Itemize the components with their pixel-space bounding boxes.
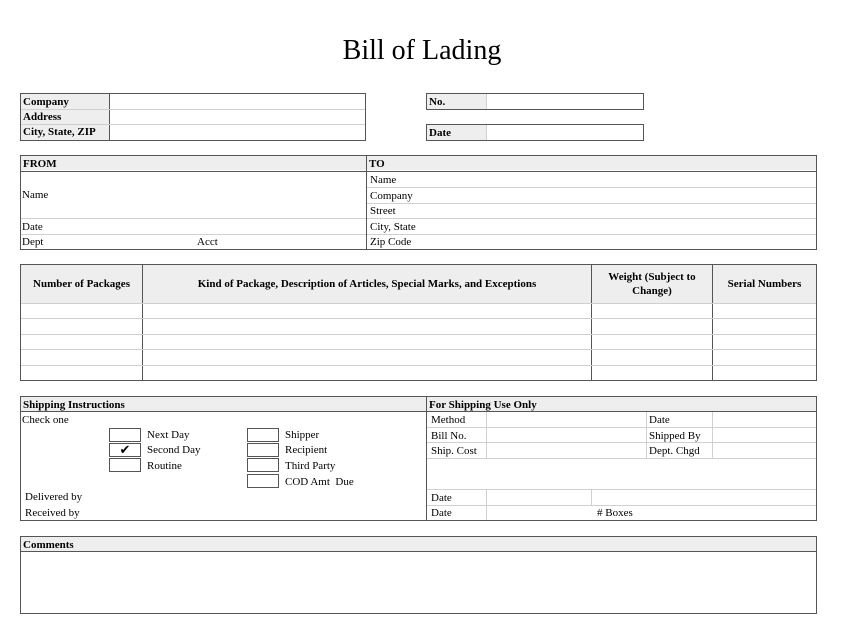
bill-no-label: Bill No. [431, 430, 467, 442]
address-field[interactable] [110, 110, 365, 124]
city-state-zip-label: City, State, ZIP [23, 126, 96, 138]
bill-no-field[interactable] [487, 428, 646, 442]
address-label: Address [23, 111, 62, 123]
page-title: Bill of Lading [342, 35, 502, 66]
delivered-date-field[interactable] [487, 490, 591, 505]
shipping-date-label: Date [649, 414, 670, 426]
next-day-label: Next Day [147, 429, 190, 441]
second-day-label: Second Day [147, 444, 201, 456]
to-zip-label: Zip Code [370, 236, 412, 248]
col-serial-header: Serial Numbers [727, 278, 802, 290]
dept-chgd-field[interactable] [713, 443, 816, 458]
col-weight-header: Weight (Subject to Change) [608, 271, 696, 297]
to-company-label: Company [370, 190, 413, 202]
routine-checkbox[interactable] [109, 458, 141, 472]
comments-field[interactable] [21, 552, 816, 613]
date-label: Date [429, 127, 451, 139]
cod-checkbox[interactable] [247, 474, 279, 488]
to-street-label: Street [370, 205, 396, 217]
method-field[interactable] [487, 413, 646, 427]
cod-label: COD Amt Due [285, 476, 354, 488]
shipping-use-heading: For Shipping Use Only [429, 399, 537, 411]
shipped-by-field[interactable] [713, 428, 816, 442]
to-city-state-label: City, State [370, 221, 416, 233]
boxes-label: # Boxes [597, 507, 633, 519]
routine-label: Routine [147, 460, 182, 472]
received-date-field[interactable] [487, 506, 591, 520]
second-day-checkbox[interactable] [109, 443, 141, 457]
check-one-label: Check one [22, 414, 69, 426]
from-acct-label: Acct [197, 236, 218, 248]
date-field[interactable] [487, 125, 643, 140]
ship-cost-field[interactable] [487, 443, 646, 458]
comments-heading: Comments [23, 539, 74, 551]
from-dept-label: Dept [22, 236, 44, 248]
no-field[interactable] [487, 94, 643, 109]
from-date-label: Date [22, 221, 43, 233]
from-name-label: Name [22, 189, 49, 201]
checkmark-icon: ✔ [119, 442, 131, 457]
received-by-label: Received by [25, 507, 80, 519]
to-heading: TO [369, 158, 385, 170]
delivered-date-label: Date [431, 492, 452, 504]
delivered-by-label: Delivered by [25, 491, 83, 503]
no-label: No. [429, 96, 446, 108]
recipient-checkbox[interactable] [247, 443, 279, 457]
third-party-checkbox[interactable] [247, 458, 279, 472]
to-name-label: Name [370, 174, 397, 186]
shipping-instructions-heading: Shipping Instructions [23, 399, 125, 411]
from-heading: FROM [23, 158, 57, 170]
dept-chgd-label: Dept. Chgd [649, 445, 700, 457]
recipient-label: Recipient [285, 444, 328, 456]
next-day-checkbox[interactable] [109, 428, 141, 442]
shipping-date-field[interactable] [713, 413, 816, 427]
city-state-zip-field[interactable] [110, 125, 365, 140]
third-party-label: Third Party [285, 460, 336, 472]
shipper-label: Shipper [285, 429, 320, 441]
col-packages-header: Number of Packages [33, 278, 130, 290]
method-label: Method [431, 414, 466, 426]
shipped-by-label: Shipped By [649, 430, 701, 442]
shipper-checkbox[interactable] [247, 428, 279, 442]
col-description-header: Kind of Package, Description of Articles, Special Marks, and Exceptions [197, 278, 537, 290]
boxes-field[interactable] [640, 506, 816, 520]
company-label: Company [23, 96, 69, 108]
ship-cost-label: Ship. Cost [431, 445, 477, 457]
company-field[interactable] [110, 94, 365, 109]
received-date-label: Date [431, 507, 452, 519]
